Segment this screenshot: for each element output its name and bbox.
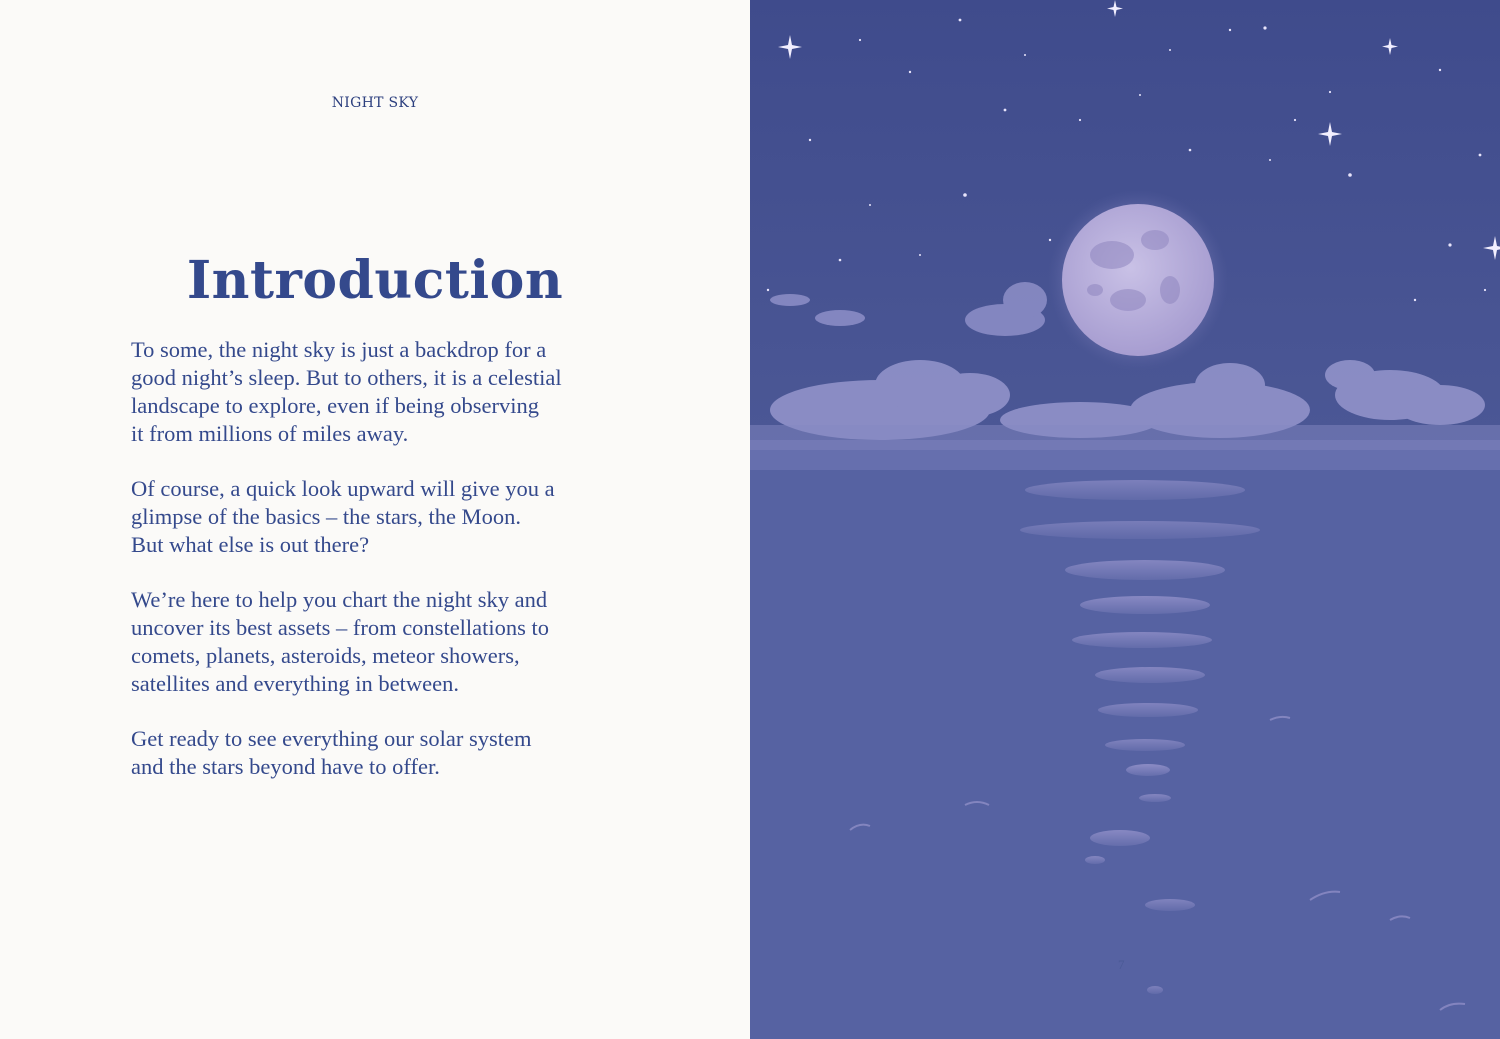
paragraph-1: To some, the night sky is just a backdrop for a good night’s sleep. But to others, it is a celestial landscape to explore, even if being observing it from millions of miles away. [131,337,562,446]
moonlit-sea-illustration [750,0,1500,1039]
page-title: Introduction [186,250,564,311]
paragraph-4: Get ready to see everything our solar system and the stars beyond have to offer. [131,726,532,779]
moon [1062,204,1214,356]
paragraph-3: We’re here to help you chart the night sky and uncover its best assets – from constellations to comets, planets, asteroids, meteor showers, satellites and everything in between. [131,587,550,696]
cloud-haze [750,425,1500,450]
page-number: 7 [1118,957,1125,972]
moon-over-sea-photo [750,0,1500,1039]
paragraph-2: Of course, a quick look upward will give you a glimpse of the basics – the stars, the Moon. But what else is out there? [131,476,555,557]
body-text [131,336,611,808]
running-head: NIGHT SKY [331,95,419,111]
